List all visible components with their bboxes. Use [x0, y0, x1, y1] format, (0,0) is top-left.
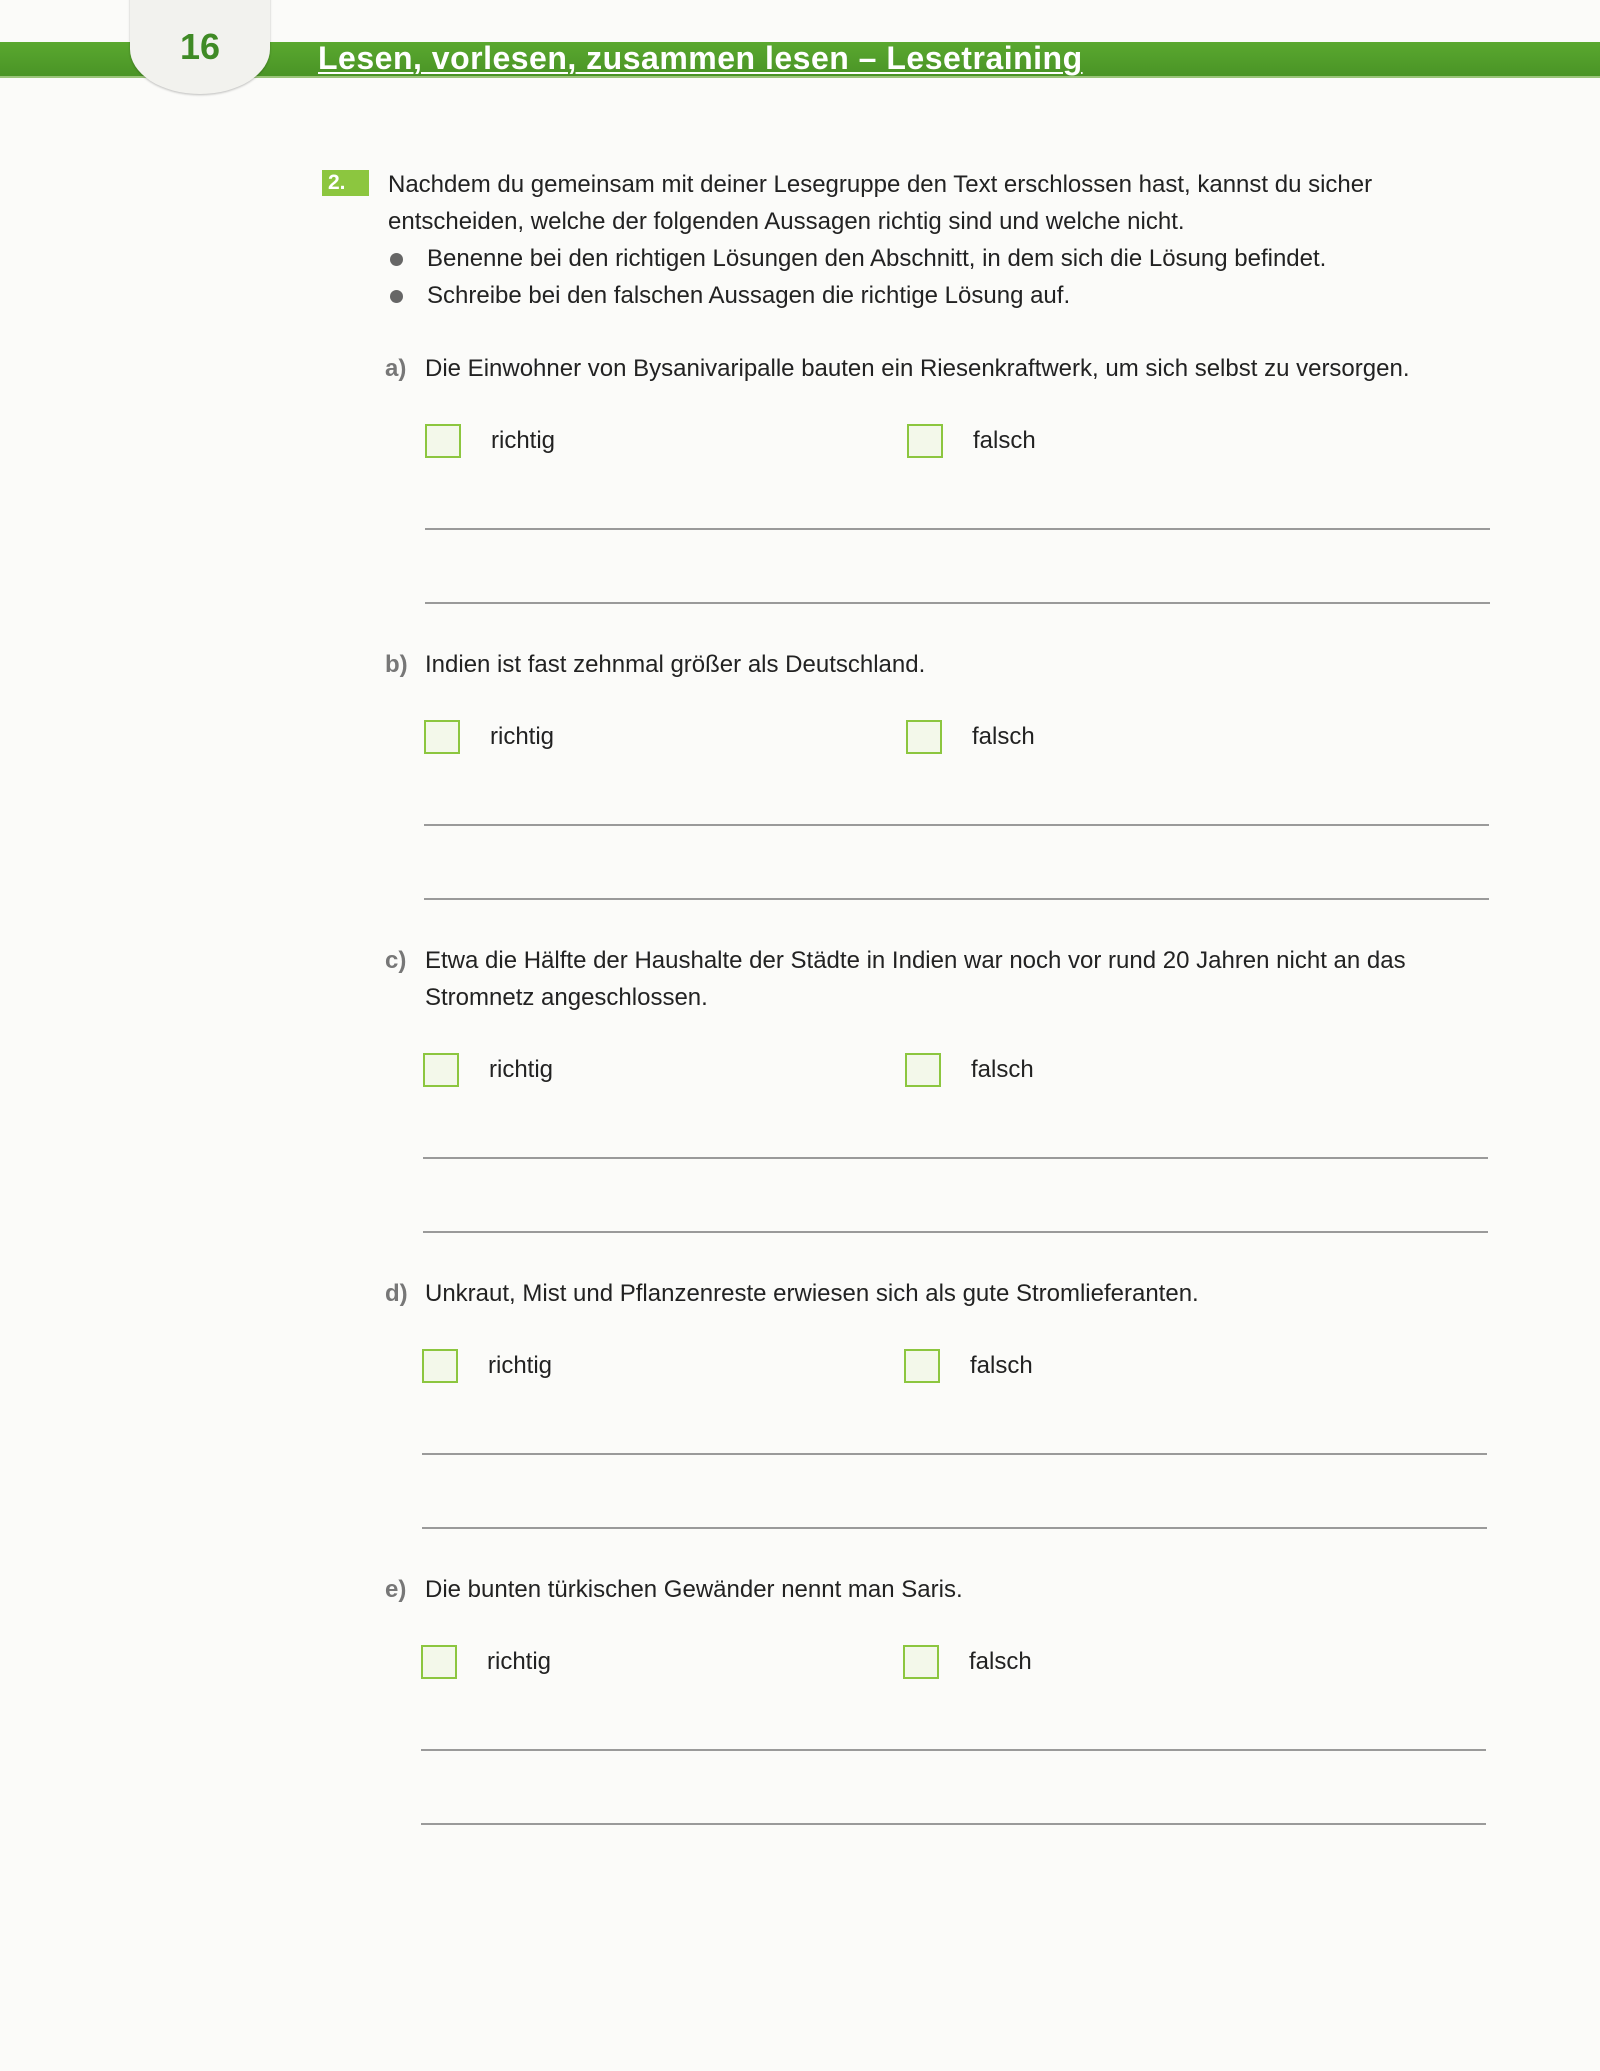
task-bullet: Schreibe bei den falschen Aussagen die richtige Lösung auf.	[388, 277, 1485, 314]
option-falsch-a[interactable]	[907, 424, 1036, 458]
option-label: richtig	[488, 1352, 553, 1379]
statement-text: Die Einwohner von Bysanivaripalle bauten ein Riesenkraftwerk, um sich selbst zu versorgen.	[425, 355, 1410, 382]
option-richtig-a[interactable]	[425, 424, 555, 458]
answer-line[interactable]	[425, 602, 1490, 604]
statement-c	[385, 942, 1490, 1016]
option-label: richtig	[487, 1648, 552, 1675]
option-label: richtig	[491, 427, 556, 454]
checkbox-falsch[interactable]	[906, 720, 942, 754]
task-bullet: Benenne bei den richtigen Lösungen den Abschnitt, in dem sich die Lösung befindet.	[388, 240, 1485, 277]
option-richtig-b[interactable]	[424, 720, 554, 754]
statement-d	[385, 1275, 1490, 1312]
answer-line[interactable]	[422, 1453, 1487, 1455]
option-falsch-b[interactable]	[906, 720, 1035, 754]
checkbox-falsch[interactable]	[904, 1349, 940, 1383]
option-label: falsch	[970, 1352, 1033, 1379]
statement-text: Unkraut, Mist und Pflanzenreste erwiesen sich als gute Stromlieferanten.	[425, 1280, 1199, 1307]
answer-line[interactable]	[423, 1231, 1488, 1233]
checkbox-falsch[interactable]	[907, 424, 943, 458]
checkbox-richtig[interactable]	[422, 1349, 458, 1383]
task-number-badge: 2.	[322, 170, 369, 196]
option-richtig-c[interactable]	[423, 1053, 553, 1087]
option-falsch-e[interactable]	[903, 1645, 1032, 1679]
answer-line[interactable]	[423, 1157, 1488, 1159]
task-intro-text: Nachdem du gemeinsam mit deiner Lesegruppe den Text erschlossen hast, kannst du sicher entscheiden, welche der folgenden Aussagen richtig sind und welche nicht.	[388, 171, 1373, 235]
statement-text: Die bunten türkischen Gewänder nennt man Saris.	[425, 1576, 963, 1603]
answer-line[interactable]	[425, 528, 1490, 530]
option-label: falsch	[971, 1056, 1034, 1083]
option-label: falsch	[969, 1648, 1032, 1675]
option-falsch-c[interactable]	[905, 1053, 1034, 1087]
statement-letter: d)	[385, 1280, 408, 1307]
statement-a	[385, 350, 1490, 387]
option-falsch-d[interactable]	[904, 1349, 1033, 1383]
option-label: falsch	[972, 723, 1035, 750]
checkbox-falsch[interactable]	[903, 1645, 939, 1679]
answer-line[interactable]	[422, 1527, 1487, 1529]
answer-line[interactable]	[421, 1749, 1486, 1751]
checkbox-richtig[interactable]	[421, 1645, 457, 1679]
option-label: richtig	[489, 1056, 554, 1083]
checkbox-richtig[interactable]	[424, 720, 460, 754]
option-richtig-d[interactable]	[422, 1349, 552, 1383]
statement-letter: e)	[385, 1576, 407, 1603]
page-title: Lesen, vorlesen, zusammen lesen – Lesetraining	[318, 40, 1083, 76]
answer-line[interactable]	[424, 898, 1489, 900]
statement-letter: a)	[385, 355, 407, 382]
checkbox-falsch[interactable]	[905, 1053, 941, 1087]
statement-letter: b)	[385, 651, 408, 678]
page-header	[0, 0, 1600, 110]
option-label: richtig	[490, 723, 555, 750]
option-label: falsch	[973, 427, 1036, 454]
checkbox-richtig[interactable]	[423, 1053, 459, 1087]
statement-b	[385, 646, 1490, 683]
statement-e	[385, 1571, 1490, 1608]
statement-letter: c)	[385, 947, 407, 974]
statement-text: Indien ist fast zehnmal größer als Deutschland.	[425, 651, 926, 678]
answer-line[interactable]	[424, 824, 1489, 826]
answer-line[interactable]	[421, 1823, 1486, 1825]
task-bullet-list	[325, 240, 1485, 314]
option-richtig-e[interactable]	[421, 1645, 551, 1679]
page-number: 16	[179, 26, 221, 67]
statement-text: Etwa die Hälfte der Haushalte der Städte in Indien war noch vor rund 20 Jahren nicht an das Stromnetz angeschlossen.	[425, 947, 1406, 1011]
checkbox-richtig[interactable]	[425, 424, 461, 458]
task-instructions	[325, 166, 1485, 314]
